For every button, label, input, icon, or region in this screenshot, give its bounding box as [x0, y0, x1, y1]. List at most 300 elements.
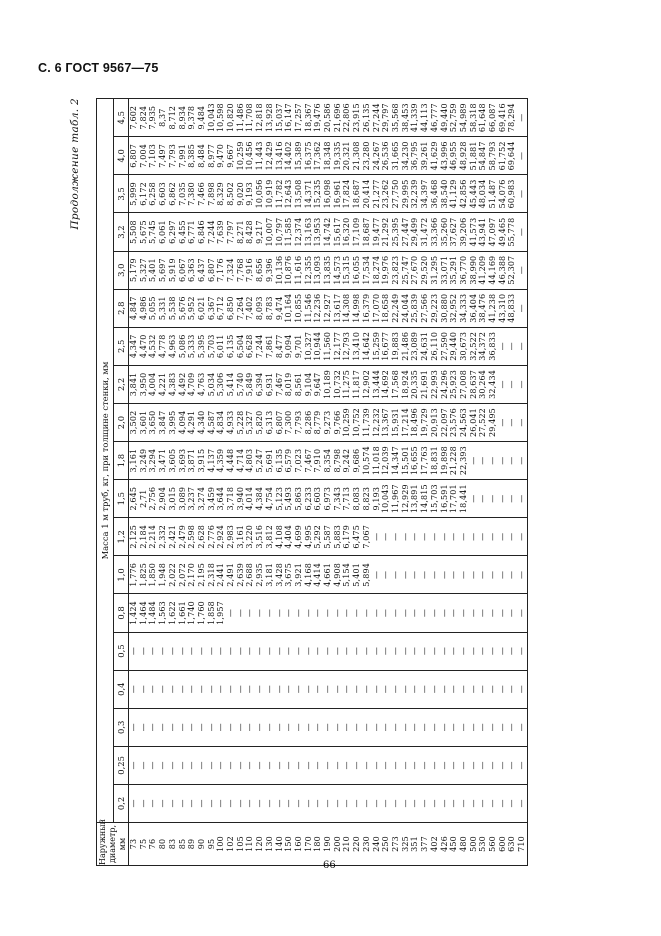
mass-cell: 6,021: [197, 289, 207, 327]
mass-cell: 14,998: [352, 289, 362, 327]
mass-cell: 10,574: [362, 442, 372, 480]
mass-cell: —: [469, 556, 479, 594]
diameter-cell: 190: [323, 823, 333, 866]
mass-cell: —: [440, 708, 450, 746]
mass-cell: —: [488, 708, 498, 746]
diameter-cell: 110: [245, 823, 255, 866]
mass-cell: —: [197, 670, 207, 708]
diameter-cell: 351: [410, 823, 420, 866]
mass-cell: 4,448: [226, 442, 236, 480]
mass-cell: —: [420, 746, 430, 784]
mass-cell: 10,043: [381, 480, 391, 518]
mass-cell: —: [459, 632, 469, 670]
mass-cell: —: [304, 594, 314, 632]
table-row: [275, 99, 285, 866]
mass-cell: 5,086: [178, 327, 188, 365]
mass-cell: 13,416: [275, 137, 285, 175]
mass-cell: —: [478, 518, 488, 556]
mass-cell: 3,181: [265, 556, 275, 594]
mass-cell: 22,393: [459, 442, 469, 480]
mass-cell: —: [333, 784, 343, 822]
mass-cell: 2,904: [158, 480, 168, 518]
mass-cell: 11,817: [352, 365, 362, 403]
mass-cell: —: [488, 594, 498, 632]
mass-cell: 7,824: [139, 99, 149, 137]
mass-cell: 24,296: [440, 365, 450, 403]
mass-cell: 7,916: [245, 251, 255, 289]
mass-cell: 30,673: [459, 327, 469, 365]
mass-cell: —: [236, 632, 246, 670]
diameter-cell: 600: [498, 823, 508, 866]
mass-cell: 5,863: [294, 480, 304, 518]
mass-cell: —: [255, 670, 265, 708]
mass-cell: 2,125: [129, 518, 139, 556]
mass-cell: 34,230: [401, 137, 411, 175]
mass-cell: 10,598: [216, 99, 226, 137]
mass-cell: —: [168, 632, 178, 670]
mass-cell: 2,71: [139, 480, 149, 518]
mass-cell: —: [187, 746, 197, 784]
mass-cell: 3,220: [245, 518, 255, 556]
mass-cell: 7,380: [187, 175, 197, 213]
mass-cell: —: [401, 518, 411, 556]
mass-cell: —: [410, 746, 420, 784]
mass-cell: —: [139, 670, 149, 708]
mass-cell: 17,109: [352, 213, 362, 251]
thickness-column-header: 3,2: [114, 213, 129, 251]
mass-cell: 6,172: [139, 175, 149, 213]
mass-cell: 8,428: [245, 213, 255, 251]
table-row: [148, 99, 158, 866]
mass-cell: —: [129, 746, 139, 784]
mass-cell: —: [265, 708, 275, 746]
mass-cell: 6,862: [168, 175, 178, 213]
mass-cell: 6,297: [168, 213, 178, 251]
mass-cell: 17,568: [391, 365, 401, 403]
mass-cell: 5,123: [275, 480, 285, 518]
mass-cell: —: [517, 518, 527, 556]
mass-cell: —: [178, 784, 188, 822]
mass-cell: 46,955: [449, 137, 459, 175]
mass-cell: 4,699: [294, 518, 304, 556]
mass-cell: 7,035: [178, 175, 188, 213]
mass-cell: 7,264: [236, 289, 246, 327]
mass-cell: 23,280: [362, 137, 372, 175]
mass-cell: —: [420, 708, 430, 746]
mass-cell: 35,260: [440, 213, 450, 251]
mass-cell: 6,367: [207, 289, 217, 327]
mass-cell: —: [323, 670, 333, 708]
mass-cell: 15,501: [401, 442, 411, 480]
mass-cell: 2,479: [178, 518, 188, 556]
mass-cell: —: [342, 784, 352, 822]
mass-cell: 3,605: [168, 442, 178, 480]
mass-cell: —: [498, 365, 508, 403]
mass-cell: 10,136: [275, 251, 285, 289]
mass-cell: 48,833: [507, 289, 517, 327]
diameter-cell: 75: [139, 823, 149, 866]
mass-cell: 18,496: [410, 403, 420, 441]
mass-cell: —: [440, 670, 450, 708]
mass-cell: 3,428: [275, 556, 285, 594]
mass-cell: 7,244: [255, 327, 265, 365]
mass-cell: 16,591: [440, 480, 450, 518]
wall-thickness-header-row: [114, 99, 129, 866]
mass-cell: 47,097: [488, 213, 498, 251]
mass-cell: 31,295: [430, 251, 440, 289]
diameter-cell: 102: [226, 823, 236, 866]
mass-cell: —: [275, 670, 285, 708]
mass-cell: 14,573: [333, 251, 343, 289]
mass-cell: —: [449, 556, 459, 594]
mass-cell: 3,718: [226, 480, 236, 518]
mass-cell: —: [410, 708, 420, 746]
mass-cell: —: [226, 670, 236, 708]
table-row: [158, 99, 168, 866]
mass-cell: 6,313: [265, 403, 275, 441]
mass-cell: 60,983: [507, 175, 517, 213]
table-header-row: [97, 99, 114, 866]
mass-cell: —: [440, 746, 450, 784]
mass-cell: 5,676: [178, 289, 188, 327]
mass-cell: 13,508: [294, 175, 304, 213]
mass-cell: —: [449, 632, 459, 670]
mass-cell: —: [245, 670, 255, 708]
table-row: [449, 99, 459, 866]
mass-cell: 43,941: [478, 213, 488, 251]
mass-cell: —: [284, 746, 294, 784]
mass-cell: 12,236: [313, 289, 323, 327]
mass-cell: 10,944: [313, 327, 323, 365]
mass-cell: —: [498, 594, 508, 632]
table-row: [342, 99, 352, 866]
thickness-column-header: 1,5: [114, 480, 129, 518]
mass-cell: —: [275, 746, 285, 784]
mass-cell: 11,585: [284, 213, 294, 251]
thickness-column-header: 0,4: [114, 670, 129, 708]
diameter-cell: 560: [488, 823, 498, 866]
mass-cell: 44,169: [488, 251, 498, 289]
mass-cell: 23,823: [391, 251, 401, 289]
mass-cell: 29,440: [449, 327, 459, 365]
table-row: [129, 99, 139, 866]
mass-cell: 43,996: [440, 137, 450, 175]
diameter-cell: 630: [507, 823, 517, 866]
mass-cell: 23,262: [381, 175, 391, 213]
mass-cell: 21,292: [381, 213, 391, 251]
mass-cell: 4,383: [168, 365, 178, 403]
mass-cell: 4,661: [323, 556, 333, 594]
mass-cell: 12,818: [255, 99, 265, 137]
mass-cell: 14,642: [362, 327, 372, 365]
mass-cell: 11,275: [342, 365, 352, 403]
mass-cell: 2,688: [245, 556, 255, 594]
mass-cell: 39,206: [459, 213, 469, 251]
mass-cell: —: [304, 632, 314, 670]
diameter-cell: 105: [236, 823, 246, 866]
mass-cell: —: [420, 556, 430, 594]
mass-cell: 4,492: [178, 365, 188, 403]
mass-cell: 11,486: [236, 99, 246, 137]
mass-cell: 1,424: [129, 594, 139, 632]
mass-cell: —: [342, 746, 352, 784]
table-row: [236, 99, 246, 866]
mass-cell: 43,310: [498, 289, 508, 327]
table-row: [333, 99, 343, 866]
mass-cell: 2,491: [226, 556, 236, 594]
mass-cell: —: [507, 670, 517, 708]
mass-cell: —: [304, 746, 314, 784]
table-row: [381, 99, 391, 866]
mass-cell: 5,691: [265, 442, 275, 480]
mass-cell: —: [498, 327, 508, 365]
mass-cell: —: [255, 746, 265, 784]
mass-cell: —: [352, 708, 362, 746]
table-row: [410, 99, 420, 866]
mass-cell: —: [275, 784, 285, 822]
mass-cell: 30,264: [478, 365, 488, 403]
mass-cell: 10,820: [226, 99, 236, 137]
mass-cell: 9,217: [255, 213, 265, 251]
mass-cell: 48,034: [478, 175, 488, 213]
mass-cell: 61,648: [478, 99, 488, 137]
mass-cell: 18,367: [304, 99, 314, 137]
mass-cell: 5,675: [139, 213, 149, 251]
mass-cell: —: [362, 784, 372, 822]
mass-cell: 4,847: [129, 289, 139, 327]
mass-cell: 5,034: [207, 365, 217, 403]
mass-cell: —: [236, 594, 246, 632]
mass-cell: —: [313, 784, 323, 822]
mass-cell: 31,665: [391, 137, 401, 175]
mass-cell: —: [372, 708, 382, 746]
mass-cell: 6,846: [197, 213, 207, 251]
mass-cell: —: [430, 518, 440, 556]
diameter-cell: 273: [391, 823, 401, 866]
mass-cell: 5,395: [197, 327, 207, 365]
mass-cell: 7,768: [236, 251, 246, 289]
table-row: [304, 99, 314, 866]
mass-cell: —: [517, 594, 527, 632]
diameter-cell: 83: [168, 823, 178, 866]
mass-cell: —: [517, 137, 527, 175]
mass-cell: 5,292: [313, 518, 323, 556]
mass-cell: 5,414: [226, 365, 236, 403]
mass-cell: 11,018: [372, 442, 382, 480]
mass-cell: —: [410, 784, 420, 822]
mass-cell: —: [304, 670, 314, 708]
mass-cell: 5,703: [207, 327, 217, 365]
mass-cell: —: [488, 556, 498, 594]
diameter-cell: 450: [449, 823, 459, 866]
mass-cell: —: [391, 518, 401, 556]
mass-cell: 1,760: [197, 594, 207, 632]
mass-cell: —: [478, 594, 488, 632]
mass-cell: 14,347: [391, 442, 401, 480]
thickness-column-header: 4,5: [114, 99, 129, 137]
table-row: [245, 99, 255, 866]
mass-cell: 13,444: [372, 365, 382, 403]
mass-cell: 55,778: [507, 213, 517, 251]
mass-cell: —: [401, 784, 411, 822]
mass-cell: 2,756: [148, 480, 158, 518]
mass-cell: —: [333, 746, 343, 784]
mass-cell: —: [517, 99, 527, 137]
mass-cell: —: [168, 746, 178, 784]
mass-cell: 5,697: [158, 251, 168, 289]
mass-cell: —: [187, 670, 197, 708]
mass-cell: 6,475: [352, 518, 362, 556]
mass-cell: —: [459, 670, 469, 708]
mass-cell: —: [391, 594, 401, 632]
mass-cell: 18,441: [459, 480, 469, 518]
mass-cell: —: [255, 708, 265, 746]
mass-cell: —: [362, 594, 372, 632]
mass-cell: 32,522: [469, 327, 479, 365]
mass-cell: 12,039: [381, 442, 391, 480]
mass-cell: —: [478, 632, 488, 670]
mass-cell: 8,286: [304, 403, 314, 441]
mass-cell: 7,402: [245, 289, 255, 327]
mass-cell: 20,321: [342, 137, 352, 175]
mass-cell: 10,855: [294, 289, 304, 327]
mass-cell: 6,579: [284, 442, 294, 480]
mass-cell: —: [158, 632, 168, 670]
mass-cell: —: [507, 480, 517, 518]
mass-cell: 5,179: [129, 251, 139, 289]
mass-cell: 1,740: [187, 594, 197, 632]
table-row: [294, 99, 304, 866]
mass-cell: —: [294, 708, 304, 746]
mass-cell: —: [207, 784, 217, 822]
mass-cell: 3,471: [158, 442, 168, 480]
mass-cell: 4,763: [197, 365, 207, 403]
mass-cell: —: [372, 784, 382, 822]
table-row: [420, 99, 430, 866]
mass-cell: 6,807: [207, 251, 217, 289]
mass-cell: —: [469, 632, 479, 670]
mass-cell: 3,650: [148, 403, 158, 441]
mass-cell: 19,476: [313, 99, 323, 137]
mass-cell: —: [168, 670, 178, 708]
diameter-cell: 160: [294, 823, 304, 866]
mass-cell: —: [469, 670, 479, 708]
mass-cell: —: [313, 708, 323, 746]
mass-cell: 25,395: [391, 213, 401, 251]
mass-cell: 29,223: [430, 289, 440, 327]
mass-cell: 7,467: [275, 365, 285, 403]
table-row: [517, 99, 527, 866]
mass-cell: 4,004: [148, 365, 158, 403]
mass-cell: 24,563: [459, 403, 469, 441]
mass-cell: —: [245, 784, 255, 822]
table-row: [323, 99, 333, 866]
mass-cell: —: [313, 670, 323, 708]
mass-cell: —: [469, 480, 479, 518]
mass-cell: —: [158, 670, 168, 708]
mass-cell: 10,259: [342, 403, 352, 441]
mass-cell: —: [245, 594, 255, 632]
mass-cell: —: [255, 594, 265, 632]
mass-cell: —: [294, 594, 304, 632]
mass-cell: 5,883: [333, 518, 343, 556]
mass-cell: —: [207, 670, 217, 708]
mass-cell: 5,740: [236, 365, 246, 403]
mass-cell: 26,041: [469, 403, 479, 441]
mass-cell: 44,113: [420, 99, 430, 137]
mass-cell: —: [488, 632, 498, 670]
mass-cell: —: [284, 632, 294, 670]
mass-cell: 69,644: [507, 137, 517, 175]
mass-cell: 5,894: [362, 556, 372, 594]
mass-cell: 5,820: [255, 403, 265, 441]
mass-cell: 4,108: [275, 518, 285, 556]
mass-cell: 8,977: [207, 137, 217, 175]
mass-cell: —: [498, 784, 508, 822]
mass-cell: 10,732: [333, 365, 343, 403]
mass-cell: 3,015: [168, 480, 178, 518]
mass-cell: 51,487: [488, 175, 498, 213]
diameter-cell: 710: [517, 823, 527, 866]
mass-cell: —: [517, 632, 527, 670]
table-row: [255, 99, 265, 866]
mass-cell: —: [507, 708, 517, 746]
mass-cell: —: [517, 708, 527, 746]
mass-cell: 3,915: [197, 442, 207, 480]
mass-cell: —: [507, 784, 517, 822]
mass-cell: 16,961: [333, 175, 343, 213]
diameter-cell: 130: [265, 823, 275, 866]
mass-cell: —: [488, 442, 498, 480]
mass-cell: 17,701: [449, 480, 459, 518]
mass-cell: —: [294, 784, 304, 822]
mass-cell: —: [372, 670, 382, 708]
mass-cell: —: [469, 784, 479, 822]
mass-cell: 21,691: [420, 365, 430, 403]
mass-cell: —: [517, 784, 527, 822]
mass-cell: —: [323, 594, 333, 632]
mass-cell: —: [381, 708, 391, 746]
mass-cell: —: [430, 670, 440, 708]
mass-cell: 6,135: [275, 442, 285, 480]
mass-cell: 41,209: [478, 251, 488, 289]
mass-cell: 7,466: [197, 175, 207, 213]
mass-cell: 30,880: [440, 289, 450, 327]
mass-cell: —: [362, 746, 372, 784]
thickness-column-header: 4,0: [114, 137, 129, 175]
mass-cell: —: [362, 670, 372, 708]
mass-cell: 5,999: [129, 175, 139, 213]
mass-cell: 18,687: [352, 175, 362, 213]
mass-cell: 15,931: [391, 403, 401, 441]
mass-cell: —: [498, 480, 508, 518]
mass-cell: 17,534: [362, 251, 372, 289]
mass-cell: 7,497: [158, 137, 168, 175]
mass-cell: —: [401, 670, 411, 708]
mass-cell: 3,644: [216, 480, 226, 518]
mass-cell: 3,601: [139, 403, 149, 441]
mass-cell: 27,670: [410, 251, 420, 289]
mass-cell: 3,812: [265, 518, 275, 556]
mass-cell: —: [178, 746, 188, 784]
mass-cell: 36,795: [410, 137, 420, 175]
mass-cell: —: [265, 632, 275, 670]
mass-cell: —: [498, 556, 508, 594]
mass-cell: —: [488, 746, 498, 784]
diameter-cell: 426: [440, 823, 450, 866]
thickness-column-header: 1,2: [114, 518, 129, 556]
mass-cell: —: [323, 632, 333, 670]
